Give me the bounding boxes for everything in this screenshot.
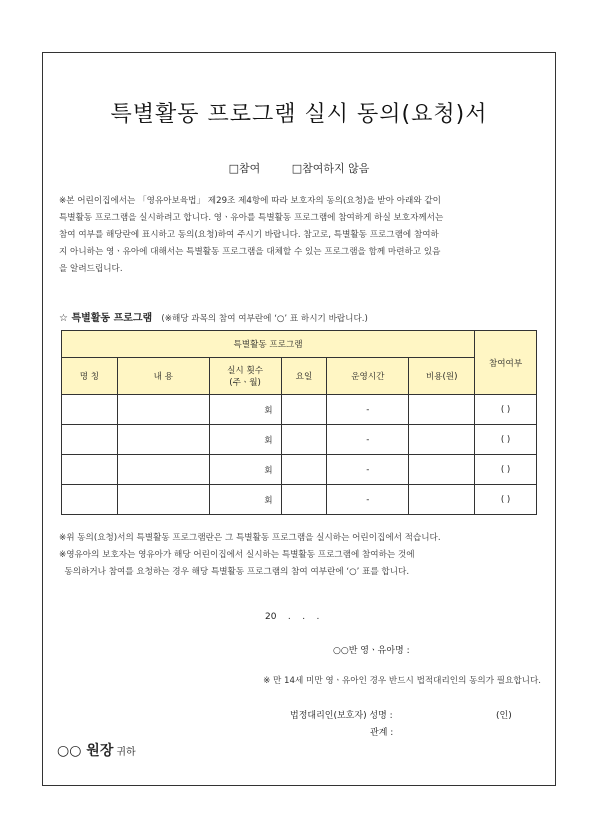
count-cell[interactable]: 회: [209, 425, 281, 455]
participation-options: [43, 160, 555, 176]
time-cell[interactable]: -: [327, 485, 409, 515]
cost-cell[interactable]: [409, 425, 475, 455]
date-field[interactable]: 20 . . .: [265, 612, 320, 622]
addressee-suffix: 귀하: [116, 747, 136, 758]
day-cell[interactable]: [281, 455, 327, 485]
table-row: [62, 485, 537, 515]
program-table: [61, 330, 537, 515]
cost-header: 비용(원): [409, 358, 475, 395]
count-cell[interactable]: 회: [209, 395, 281, 425]
agree-checkbox[interactable]: □참여: [228, 162, 261, 175]
table-row: [62, 455, 537, 485]
intro-line: 을 알려드립니다.: [59, 264, 123, 274]
intro-line: 지 아니하는 영ㆍ유아에 대해서는 특별활동 프로그램을 대체할 수 있는 프로그램을 함께 마련하고 있음: [59, 247, 441, 257]
relation-field[interactable]: 관계 :: [370, 728, 394, 738]
child-name-field[interactable]: ○○반 영ㆍ유아명 :: [333, 646, 410, 656]
cost-cell[interactable]: [409, 485, 475, 515]
time-cell[interactable]: -: [327, 455, 409, 485]
footnote: ※위 동의(요청)서의 특별활동 프로그램란은 그 특별활동 프로그램을 실시하는 어린이집에서 적습니다.: [59, 533, 441, 543]
cost-cell[interactable]: [409, 395, 475, 425]
name-cell[interactable]: [62, 455, 118, 485]
content-header: 내 용: [117, 358, 209, 395]
count-cell[interactable]: 회: [209, 485, 281, 515]
time-cell[interactable]: -: [327, 395, 409, 425]
section-title: ☆ 특별활동 프로그램: [59, 313, 153, 324]
day-cell[interactable]: [281, 395, 327, 425]
day-cell[interactable]: [281, 485, 327, 515]
intro-line: 특별활동 프로그램을 실시하려고 합니다. 영ㆍ유아를 특별활동 프로그램에 참여하게 하실 보호자께서는: [59, 213, 444, 223]
time-header: 운영시간: [327, 358, 409, 395]
name-header: 명 칭: [62, 358, 118, 395]
participation-cell[interactable]: ( ): [475, 395, 537, 425]
disagree-checkbox[interactable]: □참여하지 않음: [291, 162, 370, 175]
intro-line: ※본 어린이집에서는 「영유아보육법」 제29조 제4항에 따라 보호자의 동의(요청)을 받아 아래와 같이: [59, 196, 441, 206]
guardian-name-field[interactable]: 법정대리인(보호자) 성명 :: [290, 711, 393, 721]
legal-guardian-note: ※ 만 14세 미만 영ㆍ유아인 경우 반드시 법적대리인의 동의가 필요합니다.: [263, 676, 541, 686]
content-cell[interactable]: [117, 455, 209, 485]
consent-form: [42, 52, 556, 786]
footnote: 동의하거나 참여를 요청하는 경우 해당 특별활동 프로그램의 참여 여부란에 ‘○’ 표를 합니다.: [59, 567, 410, 577]
content-cell[interactable]: [117, 485, 209, 515]
cost-cell[interactable]: [409, 455, 475, 485]
section-heading: [59, 309, 368, 324]
intro-line: 참여 여부를 해당란에 표시하고 동의(요청)하여 주시기 바랍니다. 참고로, 특별활동 프로그램에 참여하: [59, 230, 439, 240]
count-header-line2: (주ㆍ월): [229, 378, 261, 388]
table-row: [62, 395, 537, 425]
form-title: 특별활동 프로그램 실시 동의(요청)서: [110, 102, 488, 127]
footnote: ※영유아의 보호자는 영유아가 해당 어린이집에서 실시하는 특별활동 프로그램에 참여하는 것에: [59, 550, 415, 560]
section-note: (※해당 과목의 참여 여부란에 ‘○’ 표 하시기 바랍니다.): [161, 314, 368, 324]
count-header: [209, 358, 281, 395]
addressee: [57, 740, 136, 760]
content-cell[interactable]: [117, 425, 209, 455]
name-cell[interactable]: [62, 485, 118, 515]
name-cell[interactable]: [62, 425, 118, 455]
time-cell[interactable]: -: [327, 425, 409, 455]
seal-mark: (인): [496, 711, 512, 721]
name-cell[interactable]: [62, 395, 118, 425]
footnotes: [59, 530, 441, 581]
participation-header: 참여여부: [475, 331, 537, 395]
participation-cell[interactable]: ( ): [475, 455, 537, 485]
table-row: [62, 425, 537, 455]
addressee-name: ○○ 원장: [57, 743, 114, 759]
participation-cell[interactable]: ( ): [475, 485, 537, 515]
content-cell[interactable]: [117, 395, 209, 425]
intro-text: [59, 193, 541, 278]
day-cell[interactable]: [281, 425, 327, 455]
count-header-line1: 실시 횟수: [227, 366, 264, 376]
participation-cell[interactable]: ( ): [475, 425, 537, 455]
day-header: 요일: [281, 358, 327, 395]
program-group-header: 특별활동 프로그램: [62, 331, 475, 358]
count-cell[interactable]: 회: [209, 455, 281, 485]
